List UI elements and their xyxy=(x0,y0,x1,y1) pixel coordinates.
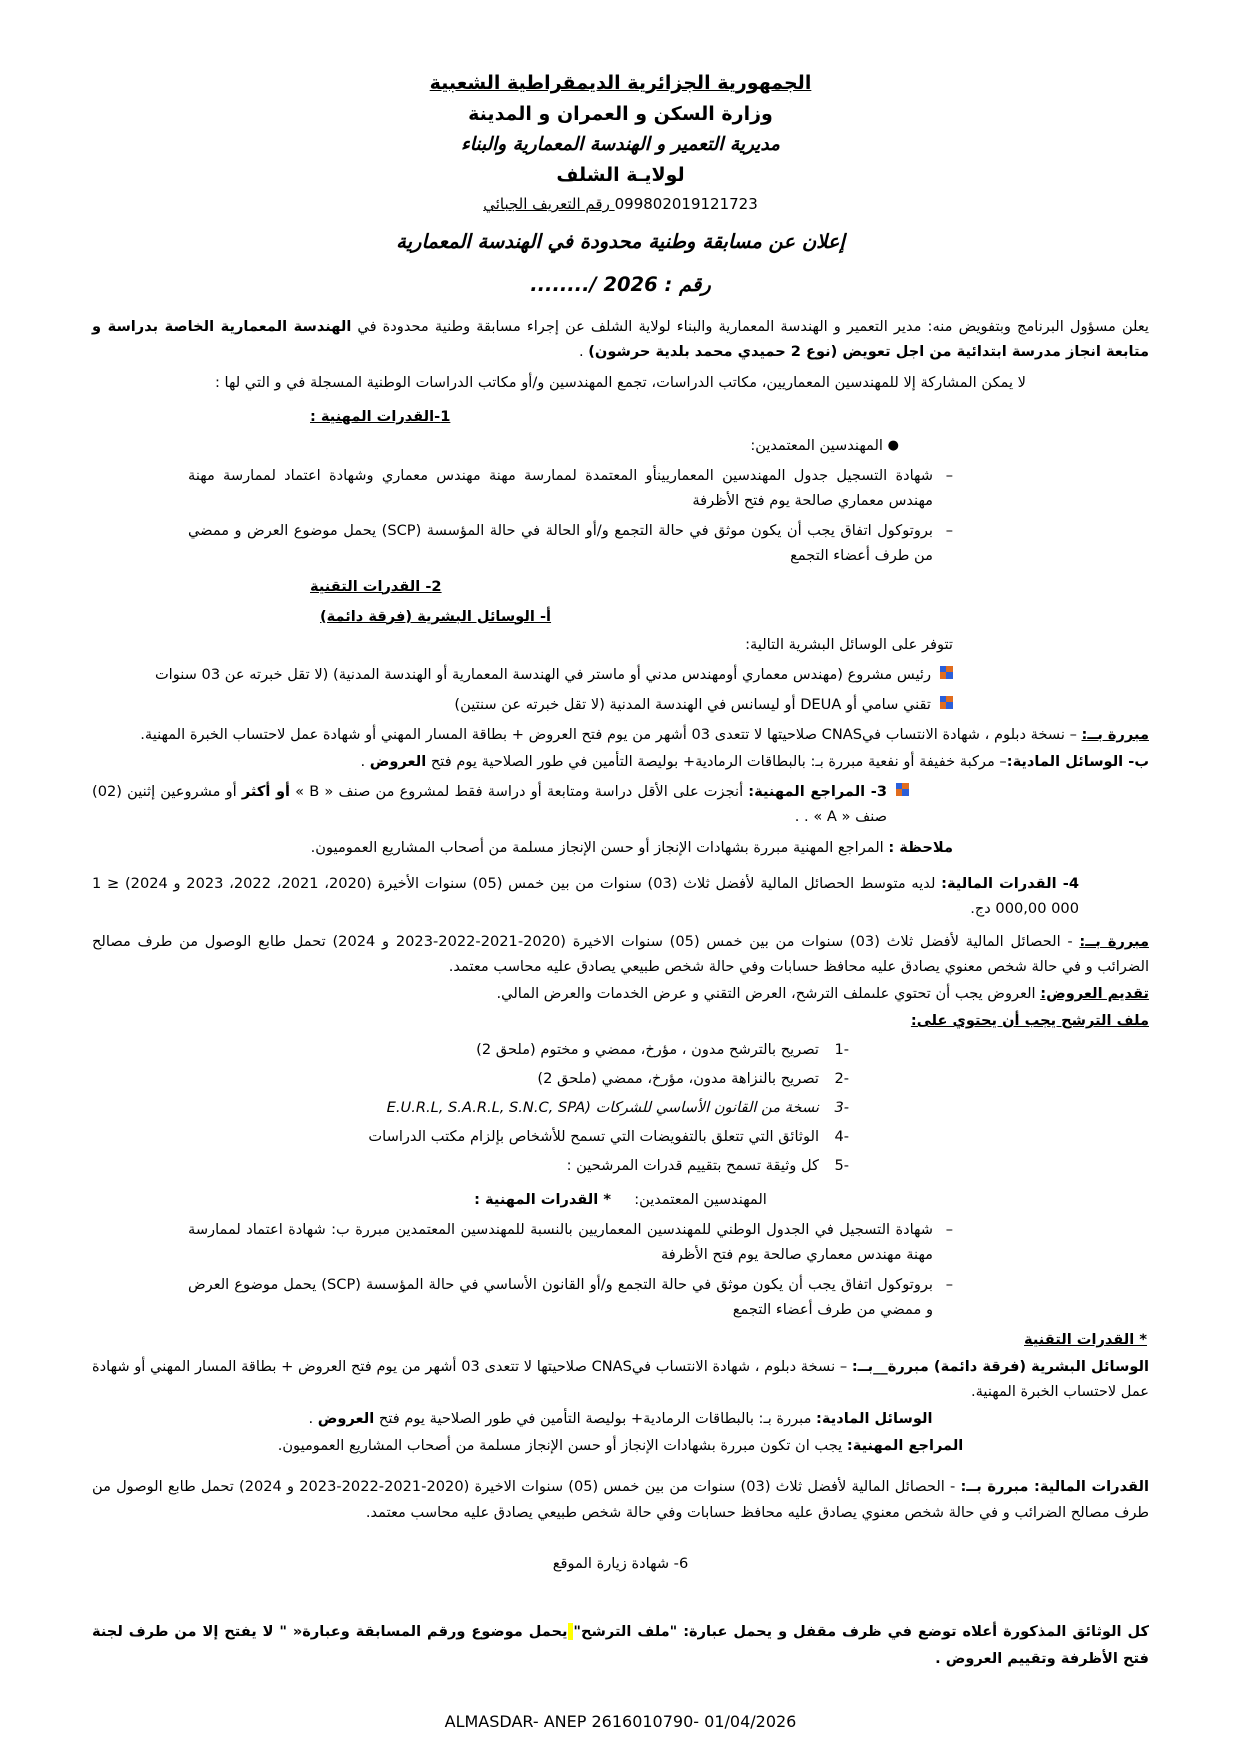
list-item xyxy=(92,1037,849,1062)
section-4-line xyxy=(92,871,1149,921)
list-item xyxy=(92,1066,849,1091)
flag-list-item xyxy=(92,779,1149,829)
section-2b-end: . xyxy=(360,753,370,771)
bullet-icon: ● xyxy=(887,437,899,453)
flag-icon xyxy=(896,783,909,796)
intro-text-a: يعلن مسؤول البرنامج وبتفويض منه: مدير التعمير و الهندسة المعمارية والبناء لولاية الشلف عن إجراء مسابقة وطنية محدودة في xyxy=(351,317,1149,335)
prof-caps-heading-line xyxy=(92,1187,1149,1212)
header-wilaya-line: لولايـة الشلف xyxy=(556,163,685,186)
prof-caps-heading: * القدرات المهنية : xyxy=(474,1190,611,1208)
section-2b-label: ب- الوسائل المادية: xyxy=(1006,753,1149,771)
section-2c-text2: أو مشروعين إثنين (02) صنف « A » . . xyxy=(92,783,887,826)
list-item xyxy=(92,1153,849,1178)
tech-caps-mat-bold: العروض xyxy=(317,1410,375,1428)
section-2-justification-label: مبررة بــ: xyxy=(1081,726,1149,744)
section-1-dash-list xyxy=(92,463,1149,568)
flag-item-text: رئيس مشروع (مهندس معماري أومهندس مدني أو ماستر في الهندسة المعمارية أو الهندسة المدنية) (لا تقل خبرته عن 03 سنوات xyxy=(154,665,931,683)
fin-caps-text: - الحصائل المالية لأفضل ثلاث (03) سنوات من بين خمس (05) سنوات الاخيرة (2020-2021-2022-2023 و 2024) تحمل طابع الوصول من طرف مصالح الضرائب و في حالة شخص معنوي يصادق عليه محافظ حسابات وفي حالة شخص طبيعي يصادق عليه محاسب معتمد. xyxy=(92,1478,1149,1521)
section-1-bullet-label: المهندسين المعتمدين: xyxy=(750,437,883,455)
section-2-note-text: المراجع المهنية مبررة بشهادات الإنجاز أو حسن الإنجاز مسلمة من أصحاب المشاريع العموميون. xyxy=(310,839,889,857)
section-2b-bold: العروض xyxy=(369,753,427,771)
header-tax-id-label: رقم التعريف الجبائي xyxy=(483,195,610,214)
tech-caps-mat-end: . xyxy=(308,1410,318,1428)
intro-paragraph xyxy=(92,314,1149,364)
list-index: 2- xyxy=(834,1070,849,1088)
section-1-bullets xyxy=(92,433,1149,458)
list-item xyxy=(92,1095,849,1120)
tech-caps-mat-label: الوسائل المادية: xyxy=(816,1410,933,1428)
list-item xyxy=(92,433,899,458)
section-2c-line xyxy=(92,779,887,829)
tech-caps-ref-text: يجب ان تكون مبررة بشهادات الإنجاز أو حسن الإنجاز مسلمة من أصحاب المشاريع العموميون. xyxy=(277,1437,847,1455)
offers-text: العروض يجب أن تحتوي علىملف الترشح، العرض التقني و عرض الخدمات والعرض المالي. xyxy=(496,984,1041,1002)
list-text: نسخة من القانون الأساسي للشركات (E.U.R.L, S.A.R.L, S.N.C, SPA xyxy=(386,1099,819,1117)
list-item: – شهادة التسجيل جدول المهندسين المعماريينأو المعتمدة لممارسة مهنة مهندس معماري وشهادة اعتماد لممارسة مهنة مهندس معماري صالحة يوم فتح الأظرفة xyxy=(188,463,953,513)
list-index: 4- xyxy=(834,1128,849,1146)
tech-caps-hr-line xyxy=(92,1354,1149,1404)
final-text-a: كل الوثائق المذكورة أعلاه توضع في ظرف مقفل و يحمل عبارة: "ملف الترشح" xyxy=(573,1622,1149,1640)
intro-text-c: . xyxy=(578,342,589,360)
list-item xyxy=(92,1124,849,1149)
section-2c-text: أنجزت على الأقل دراسة ومتابعة أو دراسة فقط لمشروع من صنف « B » xyxy=(290,783,749,801)
list-index: 3- xyxy=(834,1099,849,1117)
final-instructions xyxy=(92,1618,1149,1673)
tech-caps-hr-label: الوسائل البشرية (فرقة دائمة) xyxy=(933,1358,1149,1376)
document-body xyxy=(92,314,1149,1673)
fin-caps-label: القدرات المالية: xyxy=(1034,1478,1149,1496)
offers-file-heading xyxy=(92,1008,1149,1033)
section-4-justification-text: - الحصائل المالية لأفضل ثلاث (03) سنوات من بين خمس (05) سنوات الاخيرة (2020-2021-2022-2023 و 2024) تحمل طابع الوصول من طرف مصالح الضرائب و في حالة شخص معنوي يصادق عليه محافظ حسابات وفي حالة شخص طبيعي يصادق عليه محاسب معتمد. xyxy=(92,932,1149,975)
page-footer: ALMASDAR- ANEP 2616010790- 01/04/2026 xyxy=(444,1712,797,1731)
section-2-intro: تتوفر على الوسائل البشرية التالية: xyxy=(745,635,953,653)
offers-line xyxy=(92,981,1149,1006)
section-2-note xyxy=(92,835,1149,860)
list-item: – بروتوكول اتفاق يجب أن يكون موثق في حالة التجمع و/أو القانون الأساسي في حالة المؤسسة (SCP) يحمل موضوع العرض و ممضي من طرف أعضاء التجمع xyxy=(188,1272,953,1322)
tech-caps-heading xyxy=(92,1327,1149,1352)
flag-icon xyxy=(940,666,953,679)
document-number xyxy=(92,269,1149,301)
list-index: 1- xyxy=(834,1041,849,1059)
list-text: كل وثيقة تسمح بتقييم قدرات المرشحين : xyxy=(566,1157,819,1175)
offers-label: تقديم العروض: xyxy=(1040,984,1149,1002)
tech-caps-ref-label: المراجع المهنية: xyxy=(846,1437,964,1455)
document-number-label: رقم : xyxy=(664,273,711,297)
section-2b-line xyxy=(92,749,1149,774)
list-index: 5- xyxy=(834,1157,849,1175)
section-4-justification-label: مبررة بــ: xyxy=(1079,932,1149,950)
section-4-label: 4- القدرات المالية: xyxy=(941,874,1079,892)
tech-caps-heading-text: * القدرات التقنية xyxy=(1024,1331,1147,1348)
header-tax-id xyxy=(92,192,1149,216)
flag-list-item xyxy=(92,692,1149,717)
document-title: إعلان عن مسابقة وطنية محدودة في الهندسة المعمارية xyxy=(396,229,845,253)
prof-caps-bullet-label: المهندسين المعتمدين: xyxy=(634,1190,767,1208)
flag-list-item xyxy=(92,662,1149,687)
section-2-note-label: ملاحظة : xyxy=(888,839,953,857)
tech-caps-hr-justif: مبررة__بــ: xyxy=(851,1358,934,1376)
header-country-line: الجمهورية الجزائرية الديمقراطية الشعبية xyxy=(429,72,812,94)
flag-icon xyxy=(940,696,953,709)
document-number-value: ......../ 2026 xyxy=(530,273,658,297)
list-text: تصريح بالنزاهة مدون، مؤرخ، ممضي (ملحق 2) xyxy=(537,1070,819,1088)
list-text: الوثائق التي تتعلق بالتفويضات التي تسمح للأشخاص بإلزام مكتب الدراسات xyxy=(368,1128,819,1146)
list-item: – بروتوكول اتفاق يجب أن يكون موثق في حالة التجمع و/أو الحالة في حالة المؤسسة (SCP) يحمل موضوع العرض و ممضي من طرف أعضاء التجمع xyxy=(188,518,953,568)
prof-caps-dash-list xyxy=(92,1217,1149,1322)
final-text-b: يحمل موضوع ورقم المسابقة وعبارة« " لا يفتح إلا من طرف لجنة فتح الأظرفة وتقييم العروض . xyxy=(92,1622,1149,1668)
tech-caps-mat-text: مبررة بـ: بالبطاقات الرمادية+ بوليصة التأمين في طور الصلاحية يوم فتح xyxy=(374,1410,817,1428)
offers-numbered-list xyxy=(92,1037,1149,1178)
tech-caps-hr-text: – نسخة دبلوم ، شهادة الانتساب فيCNAS صلاحيتها لا تتعدى 03 أشهر من يوم فتح العروض + بطاقة المسار المهني أو شهادة عمل لاحتساب الخبرة المهنية. xyxy=(92,1358,1149,1401)
section-2a-heading: أ- الوسائل البشرية (فرقة دائمة) xyxy=(320,607,552,625)
document-header xyxy=(92,68,1149,301)
flag-item-text: تقني سامي أو DEUA أو ليسانس في الهندسة المدنية (لا تقل خبرته عن سنتين) xyxy=(454,695,931,713)
header-directorate-line: مديرية التعمير و الهندسة المعمارية والبناء xyxy=(461,133,780,155)
section-2b-text: – مركبة خفيفة أو نفعية مبررة بـ: بالبطاقات الرمادية+ بوليصة التأمين في طور الصلاحية يوم فتح xyxy=(426,753,1007,771)
tech-caps-ref-line xyxy=(92,1433,1149,1458)
section-1-heading: 1-القدرات المهنية : xyxy=(310,408,451,425)
section-2-justification-text: – نسخة دبلوم ، شهادة الانتساب فيCNAS صلاحيتها لا تتعدى 03 أشهر من يوم فتح العروض + بطاقة المسار المهني أو شهادة عمل لاحتساب الخبرة المهنية. xyxy=(140,726,1077,744)
header-ministry-line: وزارة السكن و العمران و المدينة xyxy=(468,102,773,125)
section-4-justification xyxy=(92,929,1149,979)
list-item: – شهادة التسجيل في الجدول الوطني للمهندسين المعماريين بالنسبة للمهندسين المعتمدين مبررة ب: شهادة اعتماد لممارسة مهنة مهندس معماري صالحة يوم فتح الأظرفة xyxy=(188,1217,953,1267)
tech-caps-mat-line xyxy=(92,1406,1149,1431)
fin-caps-line xyxy=(92,1474,1149,1524)
fin-caps-justif-label: مبررة بــ: xyxy=(960,1478,1035,1496)
list-text: تصريح بالترشح مدون ، مؤرخ، ممضي و مختوم (ملحق 2) xyxy=(476,1041,819,1059)
section-2-justification xyxy=(92,722,1149,747)
participation-paragraph: لا يمكن المشاركة إلا للمهندسين المعماريين، مكاتب الدراسات، تجمع المهندسين و/أو مكاتب الدراسات الوطنية المسجلة في و التي لها : xyxy=(214,373,1026,391)
section-2c-bold: أو أكثر xyxy=(241,783,291,801)
section-2-heading: 2- القدرات التقنية xyxy=(310,577,442,595)
offers-file-heading-text: ملف الترشح يجب أن يحتوي على: xyxy=(910,1011,1149,1029)
section-2c-label: 3- المراجع المهنية: xyxy=(748,783,887,801)
header-tax-id-value: 099802019121723 xyxy=(614,195,758,214)
section-4-text: لديه متوسط الحصائل المالية لأفضل ثلاث (03) سنوات من بين خمس (05) سنوات الأخيرة (2020، 2021، 2022، 2023 و 2024) ≤ 1 000 000,00 دج. xyxy=(92,874,1079,917)
intro-text-bold: الهندسة المعمارية الخاصة بدراسة و متابعة انجاز مدرسة ابتدائية من اجل تعويض (نوع 2 حميدي محمد بلدية حرشون) xyxy=(92,317,1149,360)
site-visit-line: 6- شهادة زيارة الموقع xyxy=(552,1554,689,1572)
